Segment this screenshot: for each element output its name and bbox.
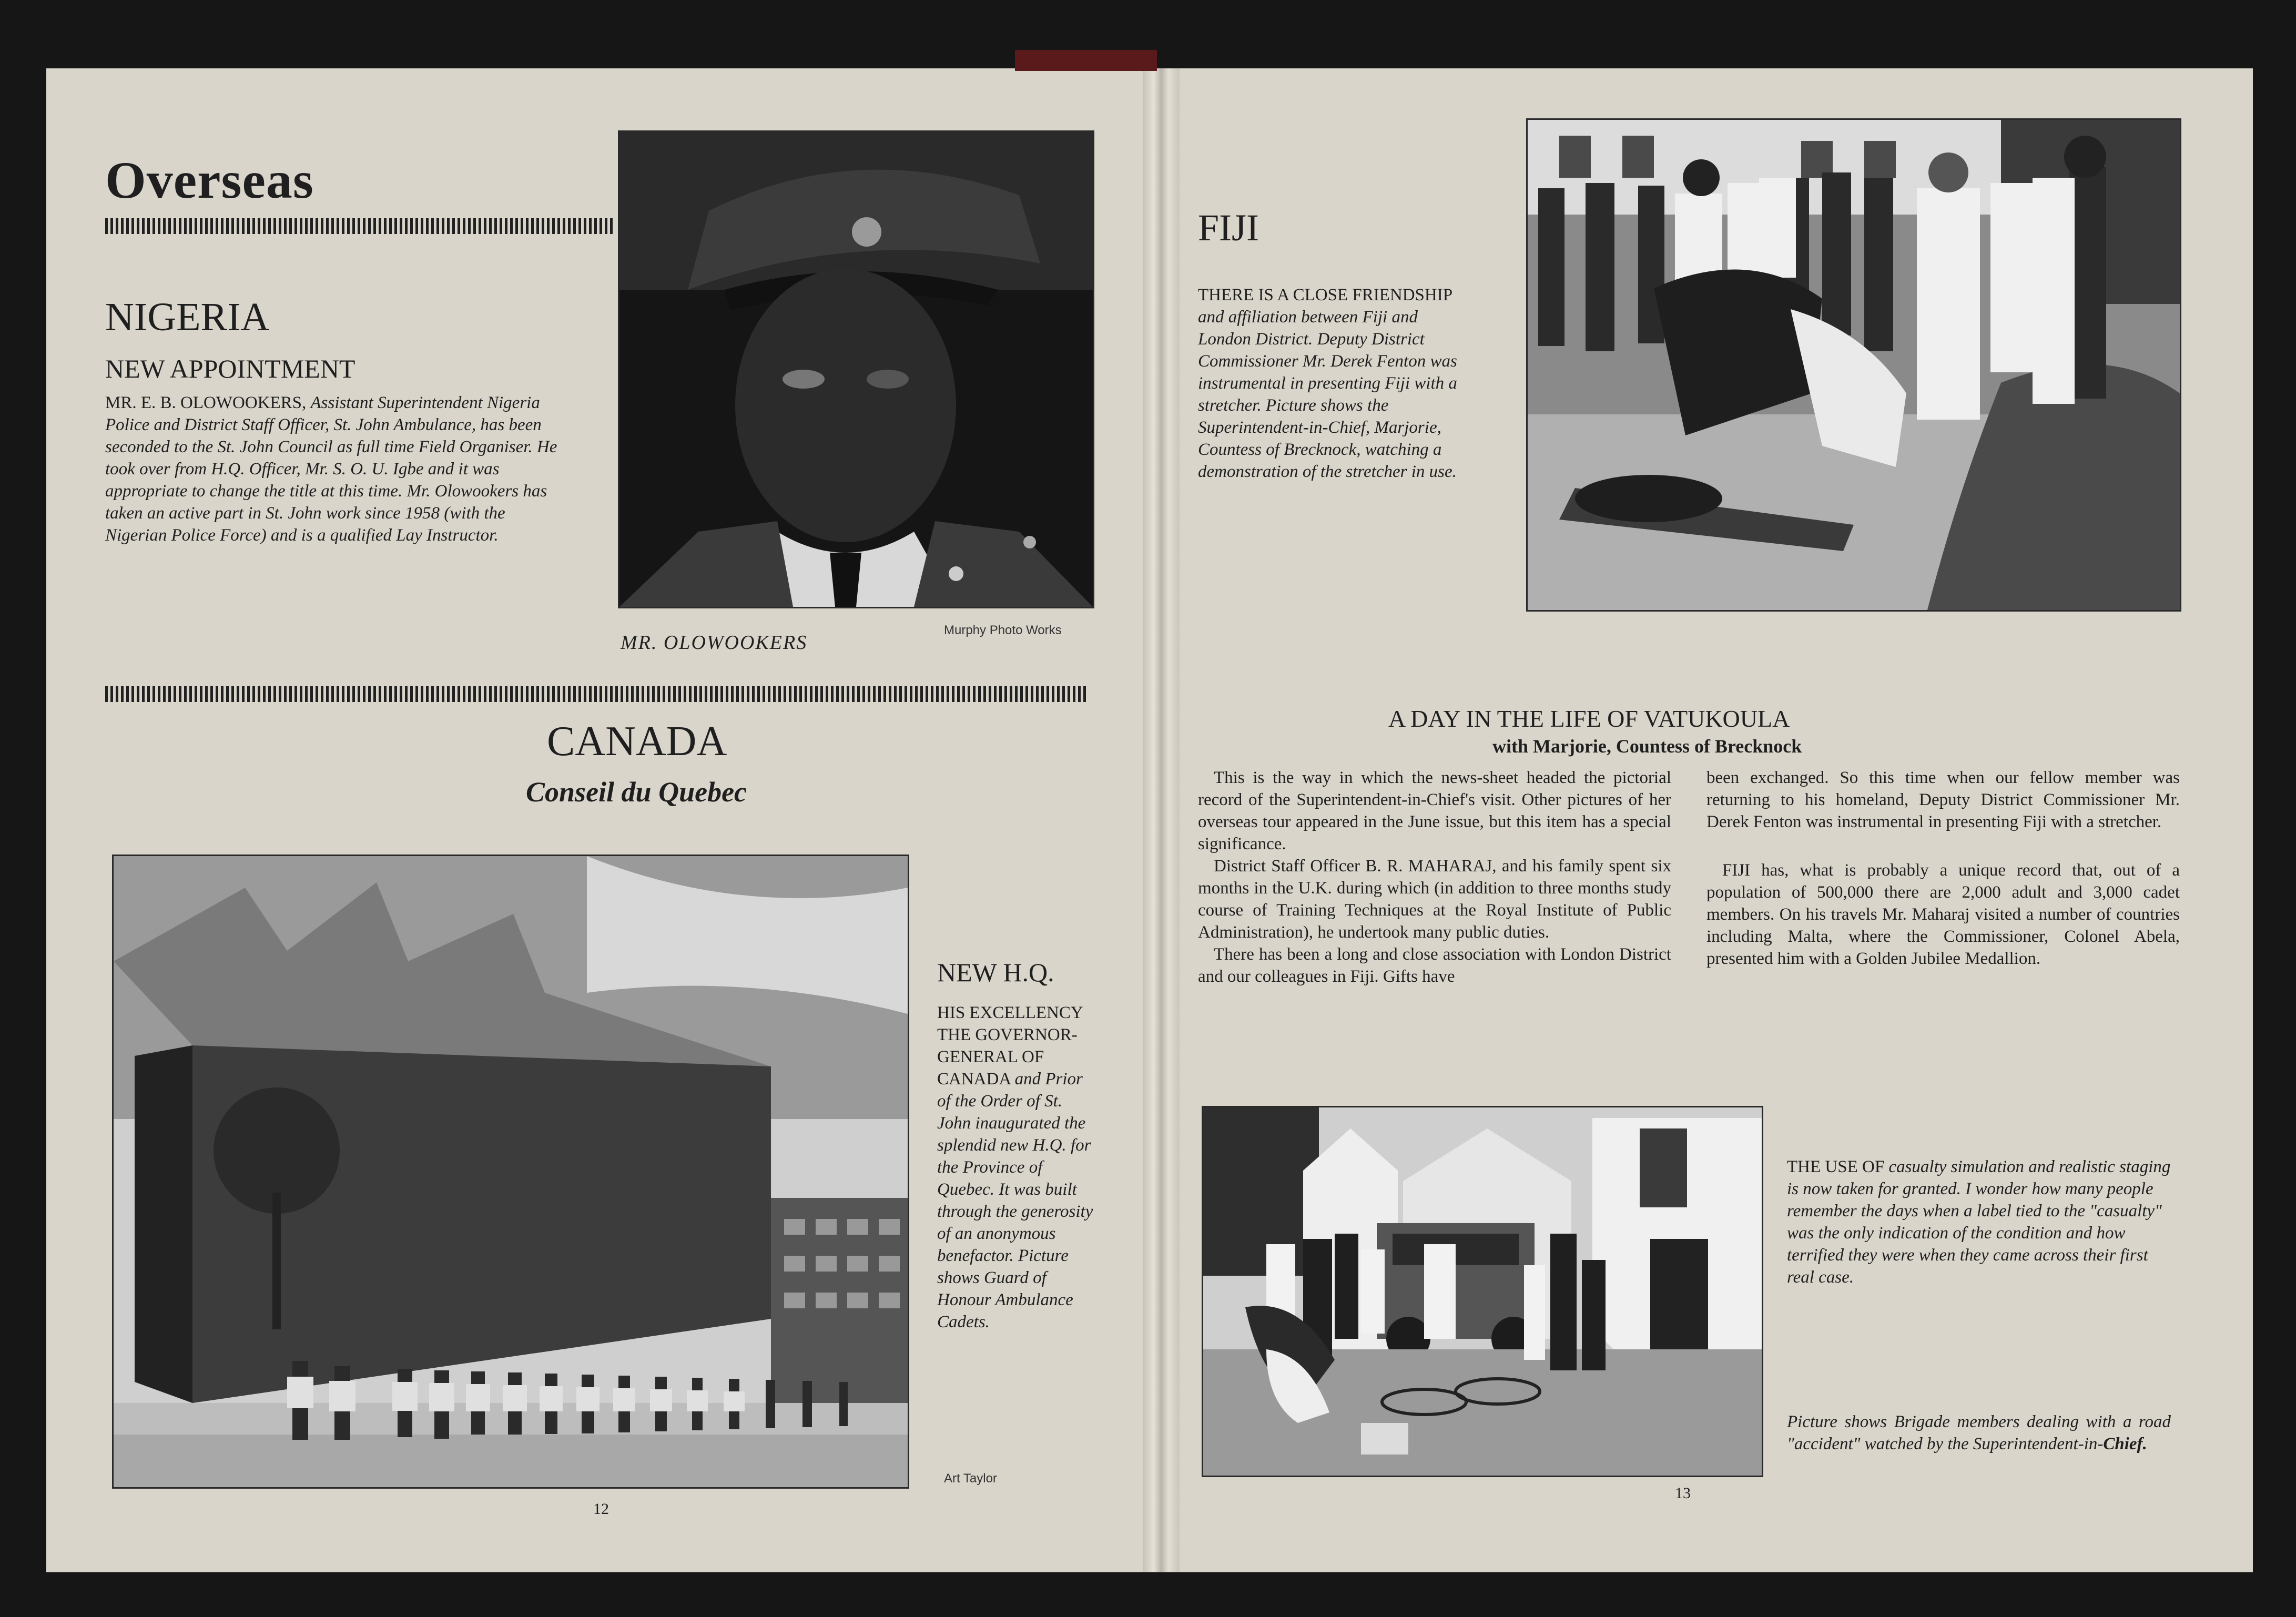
nigeria-body: Assistant Superintendent Nigeria Police and District Staff Officer, St. John Ambulance, has been seconded to the St. John Council as full time Field Organiser. He took over from H.Q. Officer, Mr. S. O. U. Igbe and it was appropriate to change the title at this time. Mr. Olowookers has taken an active part in St. John work since 1958 (with the Nigerian Police Force) and is a qualified Lay Instructor. — [105, 393, 557, 545]
article-column-2 — [1706, 767, 2180, 970]
article-paragraph: There has been a long and close association with London District and our colleagues in Fiji. Gifts have — [1198, 945, 1671, 986]
article-paragraph: FIJI has, what is probably a unique record that, out of a population of 500,000 there are 2,000 adult and 3,000 cadet members. On his travels Mr. Maharaj visited a number of countries including Malta, where the Commissioner, Colonel Abela, presented him with a Golden Jubilee Medallion. — [1706, 861, 2180, 968]
accident-caption — [1787, 1411, 2171, 1455]
canada-subheading: Conseil du Quebec — [526, 776, 747, 808]
article-paragraph: been exchanged. So this time when our fellow member was returning to his homeland, Deputy District Commissioner Mr. Derek Fenton was instrumental in presenting Fiji with a stretcher. — [1706, 768, 2180, 831]
article-column-1 — [1198, 767, 1671, 988]
casualty-body: casualty simulation and realistic staging is now taken for granted. I wonder how many people remember the days when a label tied to the "casualty" was the only indication of the condition and how terrified they were when they came across their first real case. — [1787, 1157, 2171, 1287]
binding-gutter — [1143, 68, 1180, 1572]
casualty-text — [1787, 1156, 2171, 1288]
canada-body: and Prior of the Order of St. John inaugurated the splendid new H.Q. for the Province of Quebec. It was built through the generosity of an anonymous benefactor. Picture shows Guard of Honour Ambulance Cadets. — [937, 1070, 1093, 1331]
murphy-credit: Murphy Photo Works — [944, 623, 1062, 637]
nigeria-lead: MR. E. B. OLOWOOKERS, — [105, 393, 307, 412]
article-subtitle: with Marjorie, Countess of Brecknock — [1492, 736, 1802, 757]
page-number-right: 13 — [1675, 1484, 1691, 1502]
section-title: Overseas — [105, 151, 314, 209]
olowookers-photo — [618, 130, 1094, 608]
olowookers-caption: MR. OLOWOOKERS — [621, 632, 808, 654]
nigeria-heading: NIGERIA — [105, 295, 270, 339]
nigeria-text — [105, 392, 563, 546]
article-paragraph: This is the way in which the news-sheet headed the pictorial record of the Superintendent-in-Chief's visit. Other pictures of her overseas tour appeared in the June issue, but this item has a special significance. — [1198, 768, 1671, 853]
nigeria-subheading: NEW APPOINTMENT — [105, 354, 355, 383]
fiji-body: and affiliation between Fiji and London District. Deputy District Commissioner Mr. Derek Fenton was instrumental in presenting Fiji with a stretcher. Picture shows the Superintendent-in-Chief, Marjorie, Countess of Brecknock, watching a demonstration of the stretcher in use. — [1198, 308, 1457, 481]
quebec-hq-photo — [112, 855, 909, 1489]
canada-lead: HIS EXCELLENCY THE GOVERNOR-GENERAL OF CANADA — [937, 1003, 1083, 1089]
accident-image — [1203, 1107, 1762, 1476]
portrait-image — [619, 132, 1093, 607]
fiji-lead: THERE IS A CLOSE FRIENDSHIP — [1198, 286, 1452, 304]
accident-photo — [1202, 1106, 1763, 1477]
building-image — [114, 856, 908, 1487]
casualty-lead: THE USE OF — [1787, 1157, 1885, 1176]
fiji-heading: FIJI — [1198, 207, 1259, 249]
art-taylor-credit: Art Taylor — [944, 1471, 997, 1486]
canada-heading: CANADA — [547, 718, 727, 765]
binding-tab — [1015, 50, 1157, 71]
section-rule — [105, 218, 615, 234]
canada-text — [937, 1002, 1095, 1333]
fiji-text — [1198, 284, 1461, 483]
canada-rule — [105, 686, 1089, 702]
stretcher-photo — [1526, 118, 2181, 612]
article-title: A DAY IN THE LIFE OF VATUKOULA — [1388, 705, 1790, 732]
caption-bold: Chief. — [2103, 1435, 2147, 1453]
article-paragraph: District Staff Officer B. R. MAHARAJ, and his family spent six months in the U.K. during which (in addition to three months study course of Training Techniques at the Royal Institute of Public Administration), he undertook many public duties. — [1198, 857, 1671, 942]
caption-text: Picture shows Brigade members dealing with a road "accident" watched by the Superintendent-in- — [1787, 1412, 2171, 1453]
stretcher-image — [1528, 120, 2180, 610]
new-hq-heading: NEW H.Q. — [937, 958, 1054, 987]
page-number-left: 12 — [593, 1500, 609, 1518]
